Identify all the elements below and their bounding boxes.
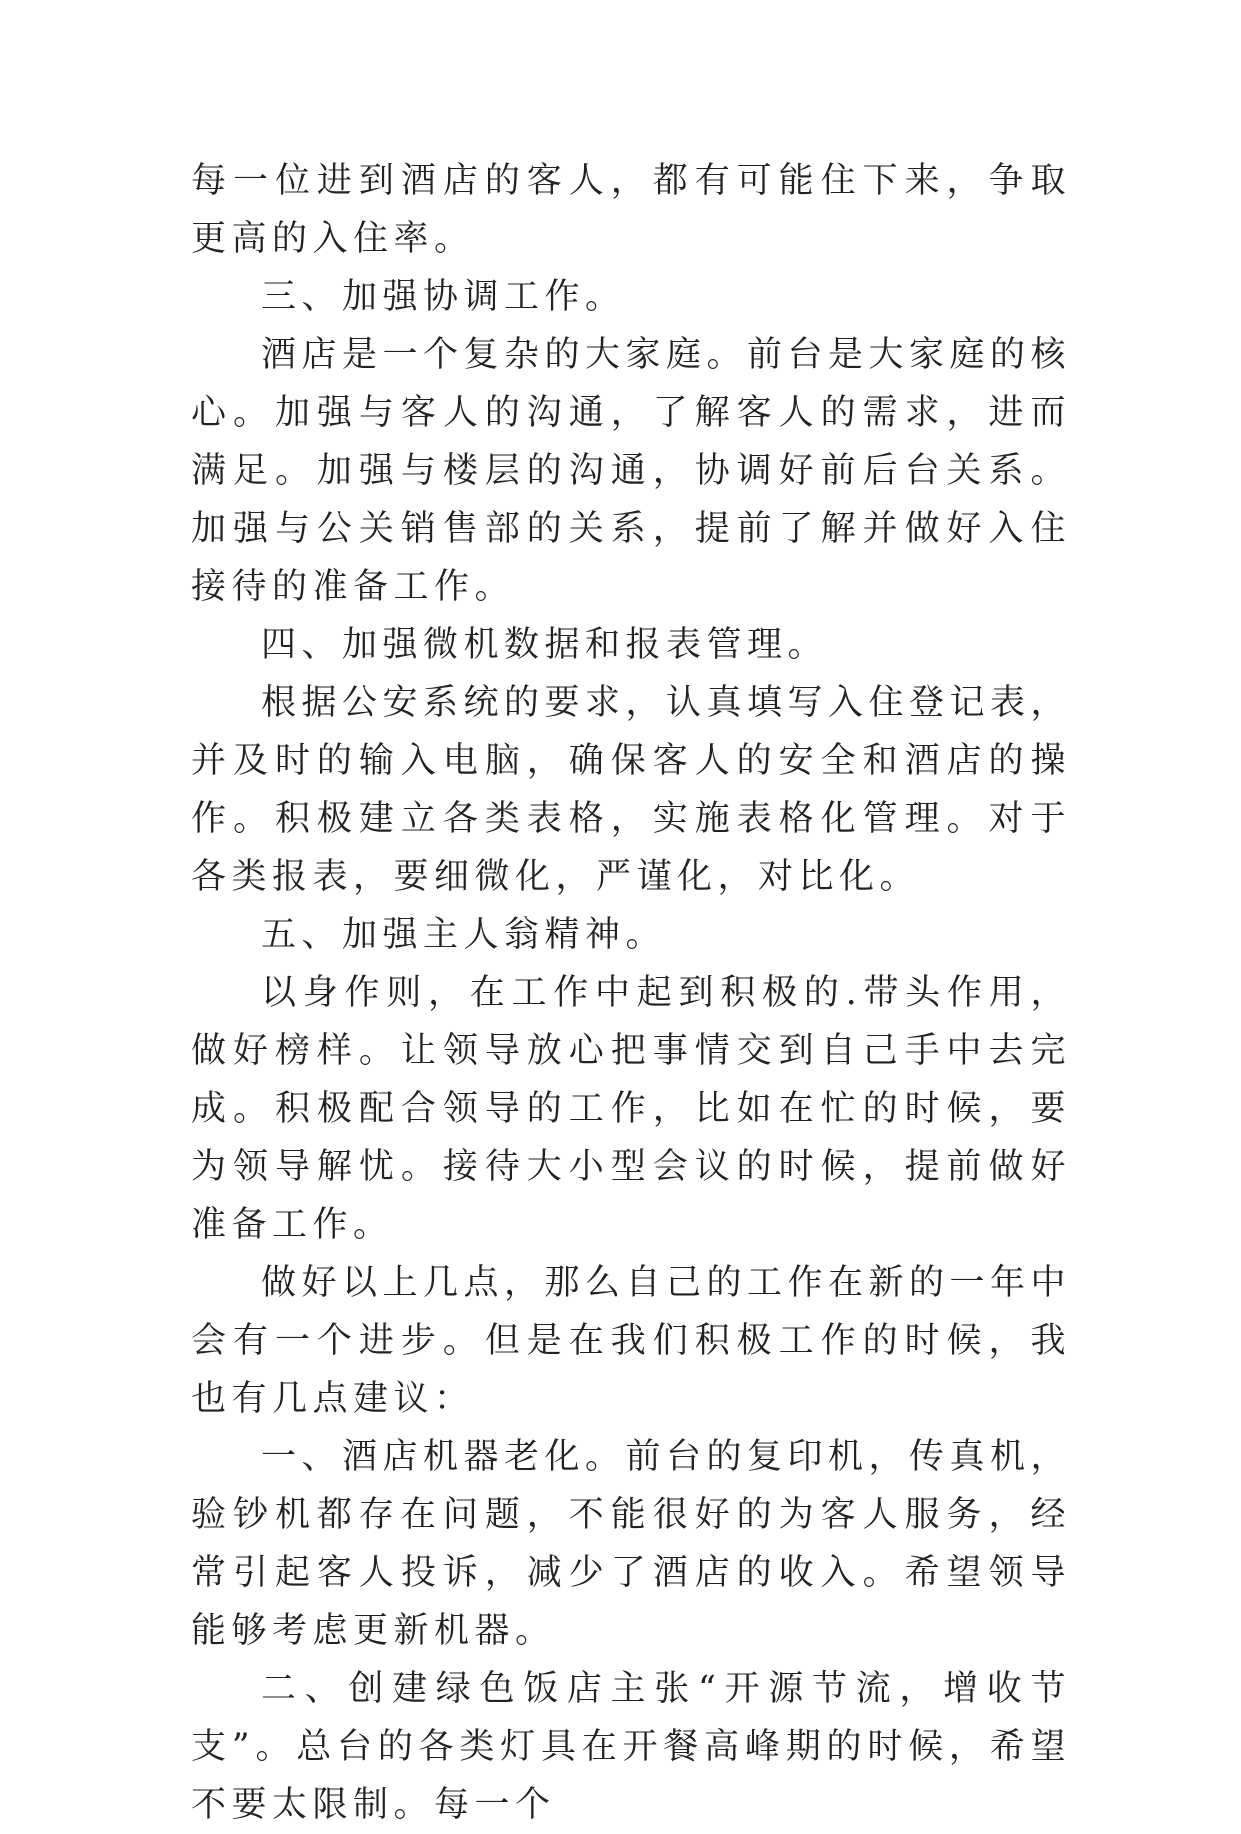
heading-section-5: 五、加强主人翁精神。 (261, 915, 667, 955)
paragraph-1: 每一位进到酒店的客人，都有可能住下来，争取更高的入住率。 (191, 161, 1071, 259)
heading-section-4: 四、加强微机数据和报表管理。 (261, 625, 829, 665)
suggestion-2: 二、创建绿色饭店主张“开源节流，增收节支”。总台的各类灯具在开餐高峰期的时候，希望不要太限制。每一个 (191, 1669, 1071, 1825)
document-body (191, 152, 1071, 1834)
heading-section-3: 三、加强协调工作。 (261, 277, 626, 317)
paragraph-summary: 做好以上几点，那么自己的工作在新的一年中会有一个进步。但是在我们积极工作的时候，我也有几点建议： (191, 1263, 1072, 1419)
paragraph-data-management: 根据公安系统的要求，认真填写入住登记表，并及时的输入电脑，确保客人的安全和酒店的操作。积极建立各类表格，实施表格化管理。对于各类报表，要细微化，严谨化，对比化。 (191, 683, 1072, 897)
paragraph-ownership: 以身作则，在工作中起到积极的.带头作用，做好榜样。让领导放心把事情交到自己手中去完成。积极配合领导的工作，比如在忙的时候，要为领导解忧。接待大小型会议的时候，提前做好准备工作。 (191, 973, 1071, 1245)
suggestion-1: 一、酒店机器老化。前台的复印机，传真机，验钞机都存在问题，不能很好的为客人服务，经常引起客人投诉，减少了酒店的收入。希望领导能够考虑更新机器。 (191, 1437, 1072, 1651)
paragraph-coordination: 酒店是一个复杂的大家庭。前台是大家庭的核心。加强与客人的沟通，了解客人的需求，进而满足。加强与楼层的沟通，协调好前后台关系。加强与公关销售部的关系，提前了解并做好入住接待的准备工作。 (191, 335, 1072, 607)
